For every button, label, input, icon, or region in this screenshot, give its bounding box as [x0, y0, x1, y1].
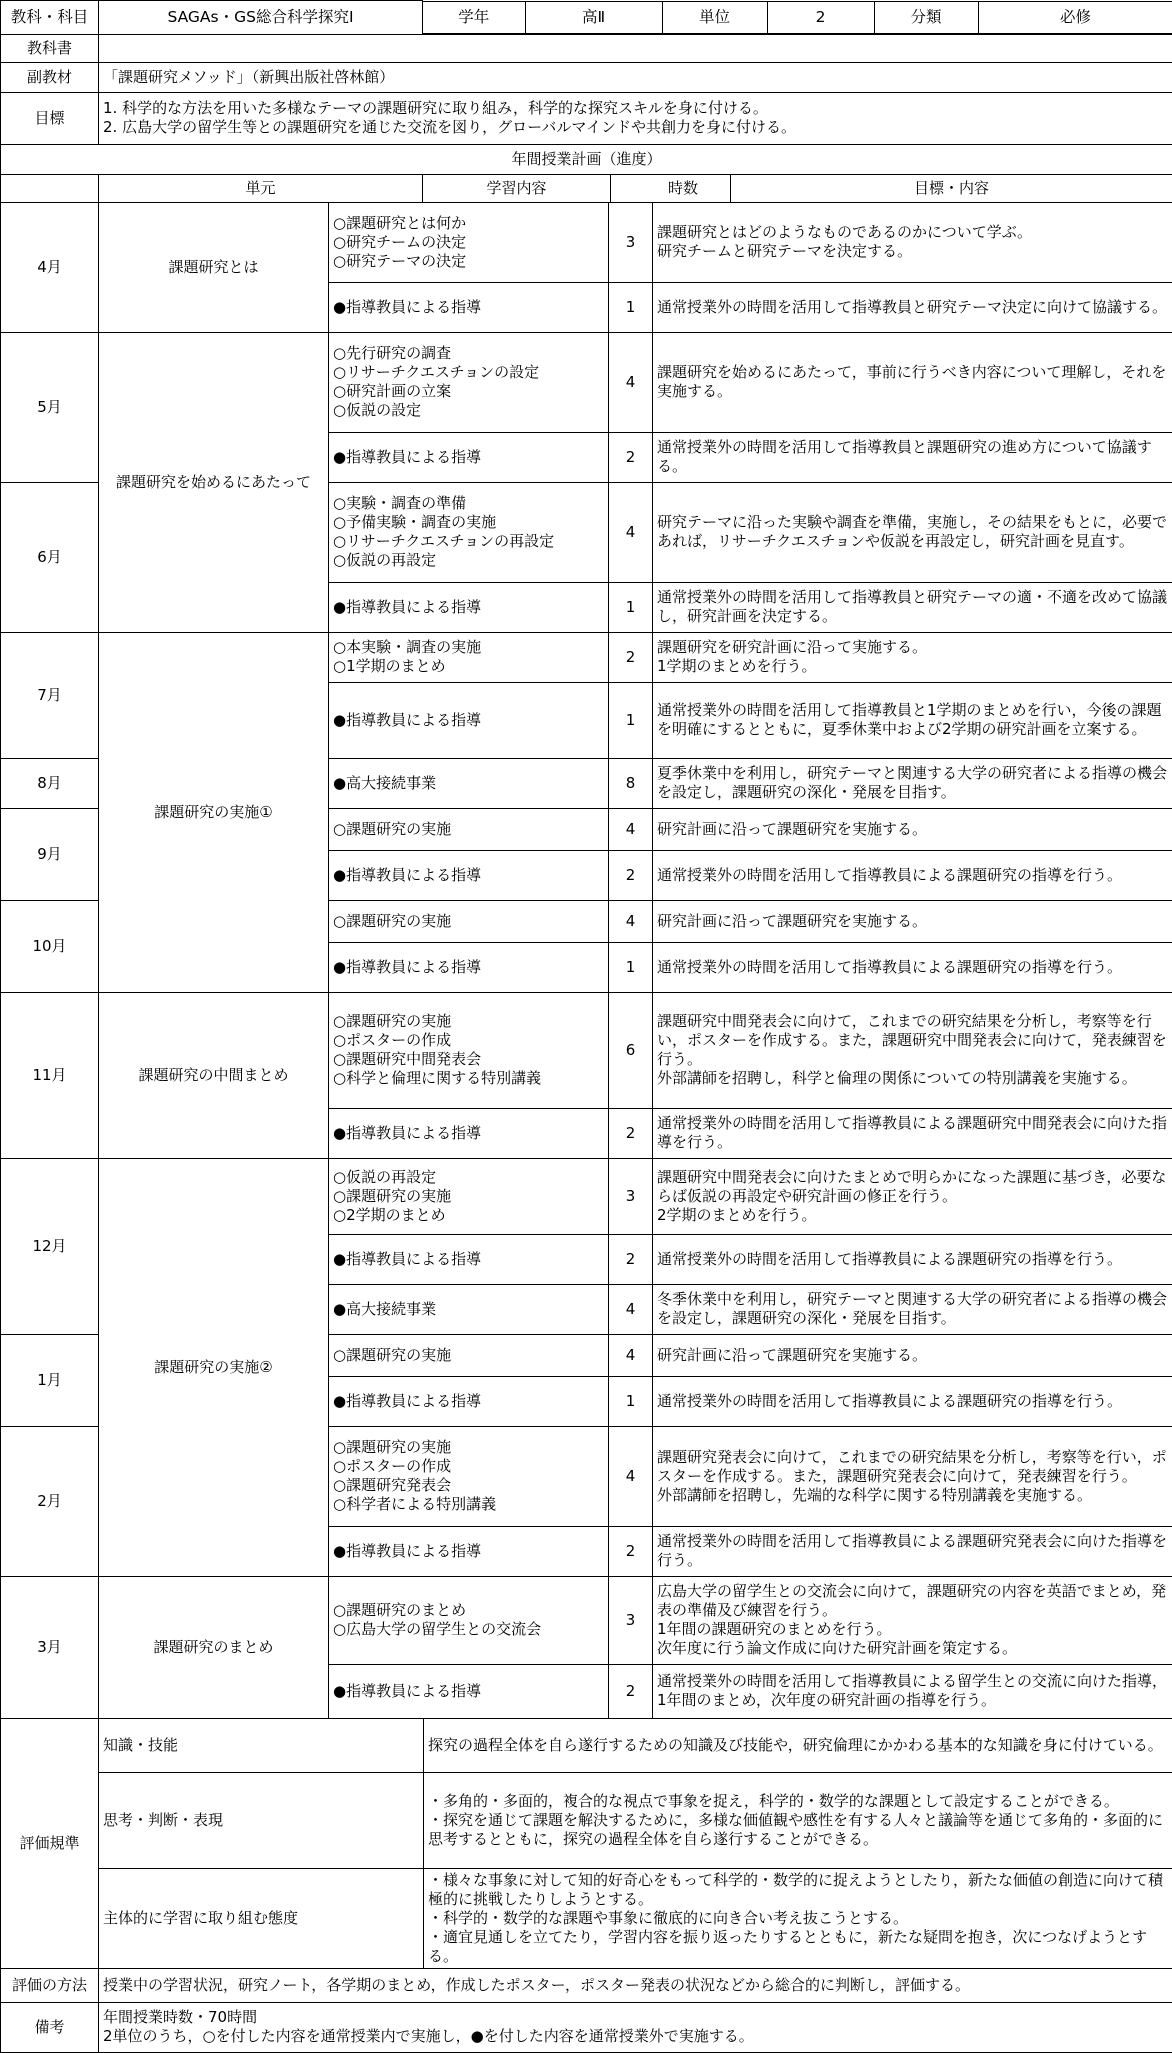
content-cell: ●指導教員による指導 — [329, 1376, 609, 1426]
plan-title: 年間授業計画（進度） — [1, 144, 1172, 174]
content-cell: ●指導教員による指導 — [329, 1664, 609, 1718]
objective-cell: 冬季休業中を利用し，研究テーマと関連する大学の研究者による指導の機会を設定し，課題研究の深化・発展を目指す。 — [653, 1284, 1172, 1334]
hours-cell: 1 — [609, 942, 653, 992]
hours-column-header — [611, 174, 731, 202]
method-label: 評価の方法 — [1, 1968, 99, 2002]
evaluation-item-text: 探究の過程全体を自ら遂行するための知識及び技能や，研究倫理にかかわる基本的な知識を身に付けている。 — [424, 1718, 1172, 1772]
content-column-header: 学習内容 — [423, 174, 611, 202]
plan-row — [1, 632, 1172, 682]
content-cell: ●高大接続事業 — [329, 758, 609, 808]
objective-cell: 課題研究を研究計画に沿って実施する。 1学期のまとめを行う。 — [653, 632, 1172, 682]
content-cell: ●指導教員による指導 — [329, 682, 609, 758]
evaluation-item-name: 思考・判断・表現 — [99, 1772, 424, 1868]
footer-table — [0, 1968, 1172, 2053]
category-value: 必修 — [978, 1, 1172, 33]
hours-cell: 4 — [609, 1426, 653, 1526]
sub-textbook-row — [1, 62, 1172, 92]
plan-column-header-row — [1, 174, 1172, 202]
plan-row — [1, 992, 1172, 1108]
grade-value: 高Ⅱ — [525, 1, 662, 33]
content-cell: ○実験・調査の準備 ○予備実験・調査の実施 ○リサーチクエスチョンの再設定 ○仮説の再設定 — [329, 482, 609, 582]
unit-cell: 課題研究のまとめ — [99, 1576, 329, 1718]
plan-table — [0, 202, 1172, 1719]
plan-title-row — [1, 144, 1172, 174]
evaluation-label: 評価規準 — [1, 1718, 99, 1968]
plan-rows — [1, 202, 1172, 1718]
hours-cell: 1 — [609, 282, 653, 332]
hours-cell: 2 — [609, 432, 653, 482]
content-cell: ○課題研究の実施 — [329, 1334, 609, 1376]
month-cell: 7月 — [1, 632, 99, 758]
hours-cell: 1 — [609, 682, 653, 758]
content-cell: ○課題研究とは何か ○研究チームの決定 ○研究テーマの決定 — [329, 202, 609, 282]
textbook-label: 教科書 — [1, 34, 99, 62]
objective-cell: 通常授業外の時間を活用して指導教員による課題研究の指導を行う。 — [653, 942, 1172, 992]
objective-cell: 課題研究を始めるにあたって，事前に行うべき内容について理解し，それを実施する。 — [653, 332, 1172, 432]
credits-label: 単位 — [662, 1, 767, 33]
evaluation-row — [1, 1868, 1172, 1968]
goals-row — [1, 92, 1172, 144]
plan-row — [1, 332, 1172, 432]
remarks-text: 年間授業時数・70時間 2単位のうち，○を付した内容を通常授業内で実施し，●を付した内容を通常授業外で実施する。 — [99, 2002, 1172, 2052]
hours-cell: 4 — [609, 808, 653, 850]
syllabus-table — [0, 0, 1172, 203]
hours-cell: 3 — [609, 1158, 653, 1234]
category-label: 分類 — [874, 1, 978, 33]
month-cell: 11月 — [1, 992, 99, 1158]
content-cell: ●指導教員による指導 — [329, 1234, 609, 1284]
remarks-row — [1, 2002, 1172, 2052]
month-cell: 6月 — [1, 482, 99, 632]
hours-cell: 6 — [609, 992, 653, 1108]
evaluation-item-text: ・多角的・多面的，複合的な視点で事象を捉え，科学的・数学的な課題として設定することができる。 ・探究を通じて課題を解決するために，多様な価値観や感性を有する人々と議論等を通じて多角的・多面的に思考するとともに，探究の過程全体を自ら遂行することができる。 — [424, 1772, 1172, 1868]
unit-cell: 課題研究とは — [99, 202, 329, 332]
hours-cell: 4 — [609, 482, 653, 582]
method-row — [1, 1968, 1172, 2002]
goals-label: 目標 — [1, 92, 99, 144]
month-cell: 4月 — [1, 202, 99, 332]
unit-cell: 課題研究を始めるにあたって — [99, 332, 329, 632]
hours-cell: 1 — [609, 582, 653, 632]
objective-cell: 通常授業外の時間を活用して指導教員と研究テーマの適・不適を改めて協議し，研究計画を決定する。 — [653, 582, 1172, 632]
credits-value: 2 — [767, 1, 874, 33]
evaluation-item-name: 知識・技能 — [99, 1718, 424, 1772]
content-cell: ○課題研究の実施 — [329, 808, 609, 850]
objective-cell: 研究計画に沿って課題研究を実施する。 — [653, 808, 1172, 850]
content-cell: ○課題研究のまとめ ○広島大学の留学生との交流会 — [329, 1576, 609, 1664]
month-cell: 12月 — [1, 1158, 99, 1334]
objective-cell: 夏季休業中を利用し，研究テーマと関連する大学の研究者による指導の機会を設定し，課題研究の深化・発展を目指す。 — [653, 758, 1172, 808]
plan-row — [1, 1158, 1172, 1234]
objective-cell: 研究計画に沿って課題研究を実施する。 — [653, 1334, 1172, 1376]
month-cell: 2月 — [1, 1426, 99, 1576]
unit-cell: 課題研究の中間まとめ — [99, 992, 329, 1158]
month-cell: 5月 — [1, 332, 99, 482]
objective-cell: 通常授業外の時間を活用して指導教員による留学生との交流に向けた指導，1年間のまとめ，次年度の研究計画の指導を行う。 — [653, 1664, 1172, 1718]
objective-cell: 通常授業外の時間を活用して指導教員による課題研究の指導を行う。 — [653, 1234, 1172, 1284]
hours-cell: 4 — [609, 1334, 653, 1376]
header-row — [1, 1, 1172, 35]
remarks-label: 備考 — [1, 2002, 99, 2052]
textbook-value — [99, 34, 1172, 62]
hours-cell: 4 — [609, 900, 653, 942]
month-cell: 8月 — [1, 758, 99, 808]
hours-cell: 2 — [609, 632, 653, 682]
sub-textbook-label: 副教材 — [1, 62, 99, 92]
objective-cell: 課題研究とはどのようなものであるのかについて学ぶ。 研究チームと研究テーマを決定する。 — [653, 202, 1172, 282]
objective-cell: 通常授業外の時間を活用して指導教員による課題研究の指導を行う。 — [653, 850, 1172, 900]
content-cell: ●指導教員による指導 — [329, 432, 609, 482]
content-cell: ●指導教員による指導 — [329, 282, 609, 332]
textbook-row — [1, 34, 1172, 62]
objective-cell: 研究テーマに沿った実験や調査を準備，実施し，その結果をもとに，必要であれば，リサーチクエスチョンや仮説を再設定し，研究計画を見直す。 — [653, 482, 1172, 582]
objective-column-header: 目標・内容 — [731, 174, 1172, 202]
unit-cell: 課題研究の実施① — [99, 632, 329, 992]
evaluation-row — [1, 1718, 1172, 1772]
content-cell: ○先行研究の調査 ○リサーチクエスチョンの設定 ○研究計画の立案 ○仮説の設定 — [329, 332, 609, 432]
content-cell: ●指導教員による指導 — [329, 1526, 609, 1576]
hours-cell: 2 — [609, 1234, 653, 1284]
month-cell: 3月 — [1, 1576, 99, 1718]
subject-value: SAGAs・GS総合科学探究Ⅰ — [99, 1, 423, 35]
evaluation-row — [1, 1772, 1172, 1868]
objective-cell: 通常授業外の時間を活用して指導教員による課題研究の指導を行う。 — [653, 1376, 1172, 1426]
month-cell: 9月 — [1, 808, 99, 900]
plan-row — [1, 1576, 1172, 1664]
evaluation-item-name: 主体的に学習に取り組む態度 — [99, 1868, 424, 1968]
unit-column-header: 単元 — [99, 174, 423, 202]
hours-cell: 2 — [609, 1526, 653, 1576]
hours-cell: 4 — [609, 1284, 653, 1334]
hours-cell: 2 — [609, 850, 653, 900]
goals-list — [99, 92, 1172, 144]
evaluation-item-text: ・様々な事象に対して知的好奇心をもって科学的・数学的に捉えようとしたり，新たな価値の創造に向けて積極的に挑戦したりしようとする。 ・科学的・数学的な課題や事象に徹底的に向き合い考え抜こうとする。 ・適宜見通しを立てたり，学習内容を振り返ったりするとともに，新たな疑問を抱き，次につなげようとする。 — [424, 1868, 1172, 1968]
objective-cell: 通常授業外の時間を活用して指導教員と1学期のまとめを行い，今後の課題を明確にするとともに，夏季休業中および2学期の研究計画を立案する。 — [653, 682, 1172, 758]
hours-cell: 2 — [609, 1108, 653, 1158]
content-cell: ●指導教員による指導 — [329, 850, 609, 900]
header-inner — [423, 1, 1172, 34]
objective-cell: 通常授業外の時間を活用して指導教員と課題研究の進め方について協議する。 — [653, 432, 1172, 482]
month-column-header — [1, 174, 99, 202]
subject-label: 教科・科目 — [1, 1, 99, 35]
content-cell: ○課題研究の実施 — [329, 900, 609, 942]
month-cell: 10月 — [1, 900, 99, 992]
content-cell: ●高大接続事業 — [329, 1284, 609, 1334]
sub-textbook-value: 「課題研究メソッド」（新興出版社啓林館） — [99, 62, 1172, 92]
hours-cell: 4 — [609, 332, 653, 432]
objective-cell: 広島大学の留学生との交流会に向けて，課題研究の内容を英語でまとめ，発表の準備及び練習を行う。 1年間の課題研究のまとめを行う。 次年度に行う論文作成に向けた研究計画を策定する。 — [653, 1576, 1172, 1664]
goal-item: 1. 科学的な方法を用いた多様なテーマの課題研究に取り組み，科学的な探究スキルを身に付ける。 — [103, 99, 1168, 118]
goal-item: 2. 広島大学の留学生等との課題研究を通じた交流を図り，グローバルマインドや共創力を身に付ける。 — [103, 118, 1168, 137]
month-cell: 1月 — [1, 1334, 99, 1426]
unit-cell: 課題研究の実施② — [99, 1158, 329, 1576]
objective-cell: 通常授業外の時間を活用して指導教員による課題研究発表会に向けた指導を行う。 — [653, 1526, 1172, 1576]
hours-cell: 3 — [609, 202, 653, 282]
grade-label: 学年 — [423, 1, 525, 33]
hours-header-text: 時数 — [657, 175, 709, 202]
hours-cell: 2 — [609, 1664, 653, 1718]
hours-cell: 1 — [609, 1376, 653, 1426]
objective-cell: 課題研究中間発表会に向けたまとめで明らかになった課題に基づき，必要ならば仮説の再設定や研究計画の修正を行う。 2学期のまとめを行う。 — [653, 1158, 1172, 1234]
plan-row — [1, 202, 1172, 282]
method-text: 授業中の学習状況，研究ノート，各学期のまとめ，作成したポスター，ポスター発表の状況などから総合的に判断し，評価する。 — [99, 1968, 1172, 2002]
hours-cell: 3 — [609, 1576, 653, 1664]
content-cell: ○本実験・調査の実施 ○1学期のまとめ — [329, 632, 609, 682]
objective-cell: 通常授業外の時間を活用して指導教員による課題研究中間発表会に向けた指導を行う。 — [653, 1108, 1172, 1158]
hours-cell: 8 — [609, 758, 653, 808]
content-cell: ○課題研究の実施 ○ポスターの作成 ○課題研究中間発表会 ○科学と倫理に関する特別講義 — [329, 992, 609, 1108]
objective-cell: 課題研究発表会に向けて，これまでの研究結果を分析し，考察等を行い，ポスターを作成する。また，課題研究発表会に向けて，発表練習を行う。 外部講師を招聘し，先端的な科学に関する特別講義を実施する。 — [653, 1426, 1172, 1526]
content-cell: ○課題研究の実施 ○ポスターの作成 ○課題研究発表会 ○科学者による特別講義 — [329, 1426, 609, 1526]
content-cell: ●指導教員による指導 — [329, 582, 609, 632]
objective-cell: 研究計画に沿って課題研究を実施する。 — [653, 900, 1172, 942]
content-cell: ○仮説の再設定 ○課題研究の実施 ○2学期のまとめ — [329, 1158, 609, 1234]
content-cell: ●指導教員による指導 — [329, 942, 609, 992]
evaluation-table — [0, 1718, 1172, 1969]
objective-cell: 通常授業外の時間を活用して指導教員と研究テーマ決定に向けて協議する。 — [653, 282, 1172, 332]
content-cell: ●指導教員による指導 — [329, 1108, 609, 1158]
objective-cell: 課題研究中間発表会に向けて，これまでの研究結果を分析し，考察等を行い，ポスターを作成する。また，課題研究中間発表会に向けて，発表練習を行う。 外部講師を招聘し，科学と倫理の関係についての特別講義を実施する。 — [653, 992, 1172, 1108]
